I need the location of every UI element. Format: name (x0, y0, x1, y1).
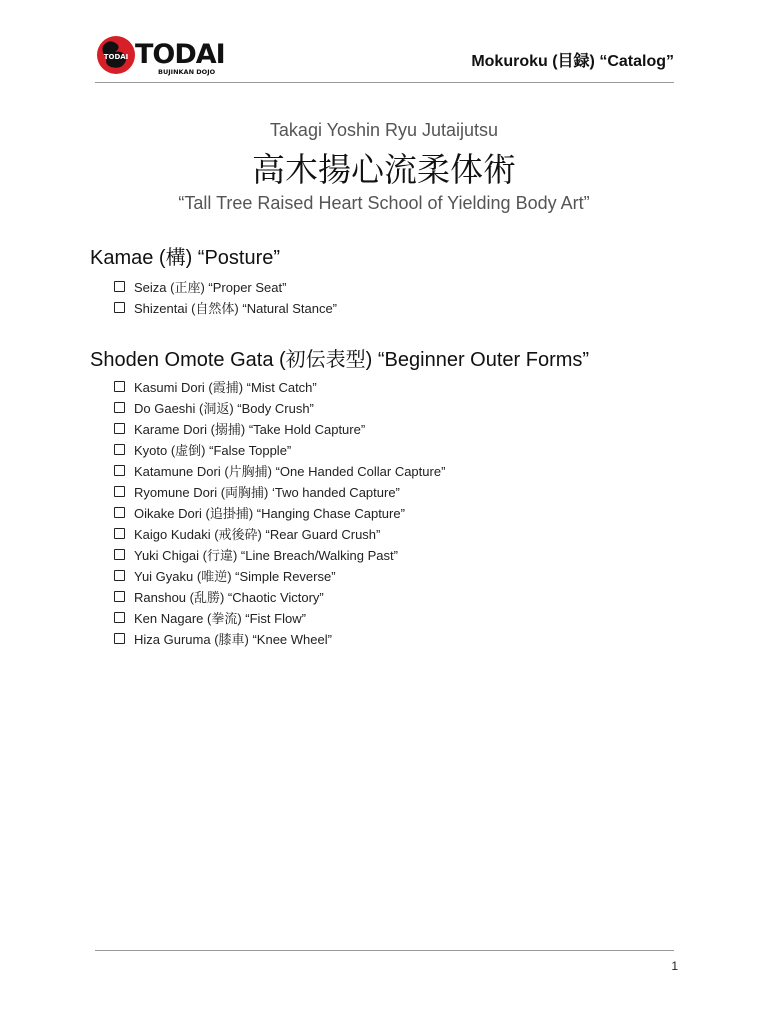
shoden-omote-gata-checklist (114, 376, 445, 649)
checklist-item-label: Yui Gyaku (唯逆) “Simple Reverse” (134, 569, 336, 584)
checklist-item-label: Kasumi Dori (霞捕) “Mist Catch” (134, 380, 317, 395)
checklist-item (114, 544, 445, 565)
checklist-item-label: Seiza (正座) “Proper Seat” (134, 280, 287, 295)
checklist-item-label: Shizentai (自然体) “Natural Stance” (134, 301, 338, 316)
checklist-item-label: Hiza Guruma (膝車) “Knee Wheel” (134, 632, 332, 647)
checkbox[interactable] (114, 570, 125, 581)
checkbox[interactable] (114, 612, 125, 623)
todai-logo (95, 34, 225, 78)
section-title-kamae: Kamae (構) “Posture” (90, 247, 281, 269)
checklist-item-label: Ranshou (乱勝) “Chaotic Victory” (134, 590, 324, 605)
checkbox[interactable] (114, 465, 125, 476)
checkbox[interactable] (114, 507, 125, 518)
svg-text:TODAI: TODAI (103, 53, 129, 61)
checklist-item (114, 565, 445, 586)
checkbox[interactable] (114, 633, 125, 644)
checklist-item (114, 523, 445, 544)
page-number: 1 (671, 959, 678, 973)
document-kanji-title: 高木揚心流柔体術 (252, 150, 516, 189)
document-subtitle: Takagi Yoshin Ryu Jutaijutsu (269, 120, 499, 140)
checklist-item (114, 397, 445, 418)
checkbox[interactable] (114, 281, 125, 292)
catalog-title: Mokuroku (目録) “Catalog” (471, 53, 674, 70)
checkbox[interactable] (114, 549, 125, 560)
checkbox[interactable] (114, 381, 125, 392)
checklist-item (114, 628, 445, 649)
checklist-item (114, 418, 445, 439)
page-header (95, 34, 674, 83)
checkbox[interactable] (114, 528, 125, 539)
checklist-item (114, 607, 445, 628)
checkbox[interactable] (114, 302, 125, 313)
checklist-item-label: Ken Nagare (拳流) “Fist Flow” (134, 611, 306, 626)
checkbox[interactable] (114, 591, 125, 602)
checkbox[interactable] (114, 423, 125, 434)
svg-text:TODAI: TODAI (135, 39, 225, 70)
footer-divider (95, 950, 674, 951)
checklist-item-label: Kyoto (虚倒) “False Topple” (134, 443, 292, 458)
checklist-item (114, 502, 445, 523)
checklist-item (114, 276, 337, 297)
document-translation: “Tall Tree Raised Heart School of Yielding Body Art” (178, 193, 590, 213)
checklist-item (114, 439, 445, 460)
svg-text:BUJINKAN DOJO: BUJINKAN DOJO (158, 68, 216, 76)
checklist-item (114, 586, 445, 607)
checkbox[interactable] (114, 444, 125, 455)
checkbox[interactable] (114, 486, 125, 497)
checklist-item-label: Oikake Dori (追掛捕) “Hanging Chase Capture” (134, 506, 405, 521)
checklist-item (114, 376, 445, 397)
checklist-item (114, 481, 445, 502)
checkbox[interactable] (114, 402, 125, 413)
checklist-item-label: Katamune Dori (片胸捕) “One Handed Collar Capture” (134, 464, 446, 479)
checklist-item-label: Kaigo Kudaki (戒後砕) “Rear Guard Crush” (134, 527, 381, 542)
checklist-item (114, 460, 445, 481)
section-title-shoden-omote-gata: Shoden Omote Gata (初伝表型) “Beginner Outer Forms” (90, 349, 590, 371)
checklist-item-label: Ryomune Dori (両胸捕) ‘Two handed Capture” (134, 485, 400, 500)
checklist-item-label: Yuki Chigai (行違) “Line Breach/Walking Past” (134, 548, 398, 563)
kamae-checklist (114, 276, 337, 318)
checklist-item-label: Karame Dori (搦捕) “Take Hold Capture” (134, 422, 366, 437)
checklist-item-label: Do Gaeshi (洞返) “Body Crush” (134, 401, 314, 416)
checklist-item (114, 297, 337, 318)
